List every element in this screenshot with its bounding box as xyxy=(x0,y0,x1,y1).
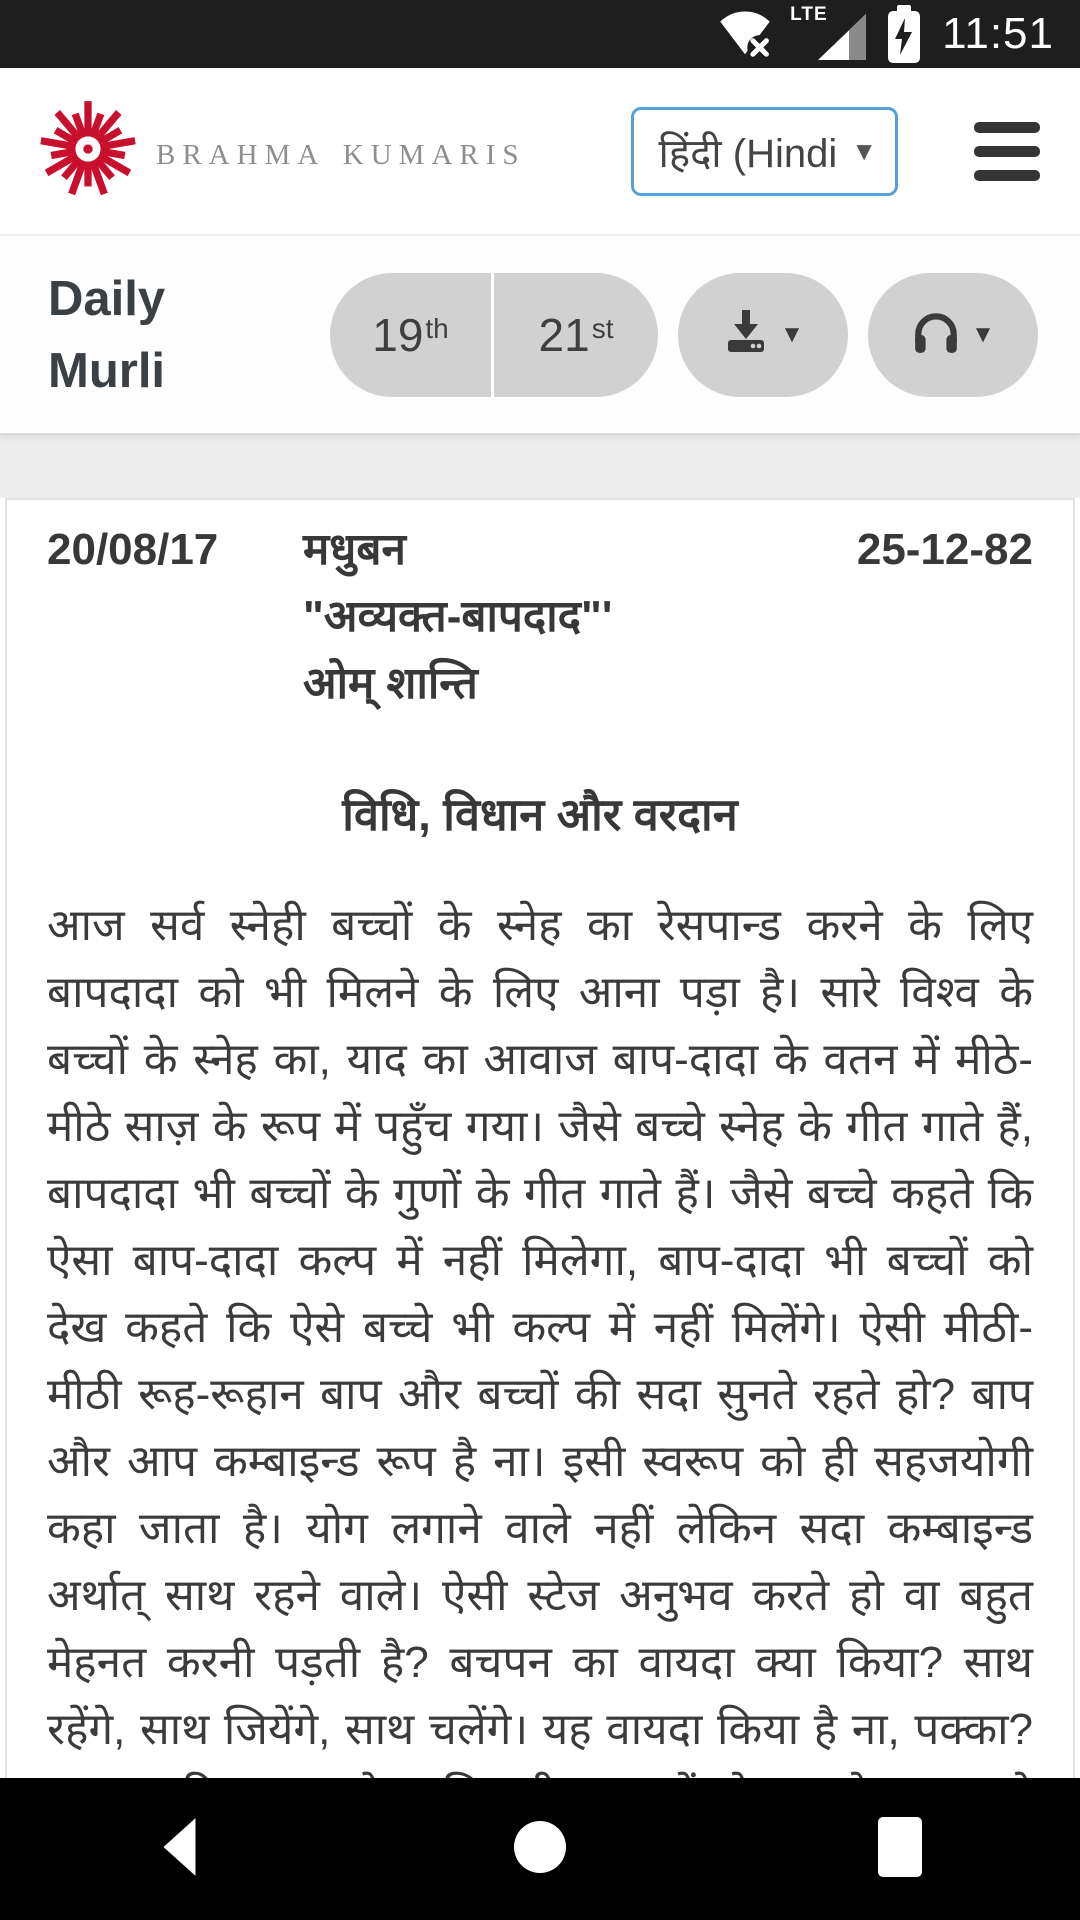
revision-date: 20/08/17 xyxy=(47,525,219,574)
body-line: और आप कम्बाइन्ड रूप है ना। इसी स्वरूप को ही सहजयोगी xyxy=(47,1437,1033,1486)
chevron-down-icon: ▼ xyxy=(780,320,804,348)
section-divider xyxy=(0,434,1080,498)
body-line: मीठे साज़ के रूप में पहुँच गया। जैसे बच्चे स्नेह के गीत गाते हैं, xyxy=(47,1102,1033,1151)
recents-square-icon xyxy=(877,1816,923,1883)
murli-speaker: "अव्यक्त-बापदाद"' xyxy=(303,592,613,641)
headphones-icon xyxy=(911,307,961,362)
wifi-off-icon xyxy=(718,9,772,59)
body-line: ऐसा बाप-दादा कल्प में नहीं मिलेगा, बाप-दादा भी बच्चों को xyxy=(47,1236,1033,1285)
murli-title: विधि, विधान और वरदान xyxy=(342,789,738,840)
body-line: देख कहते कि ऐसे बच्चे भी कल्प में नहीं मिलेंगे। ऐसी मीठी- xyxy=(47,1303,1033,1352)
daily-murli-toolbar xyxy=(0,236,1080,434)
home-circle-icon xyxy=(512,1819,568,1880)
body-line: रहेंगे, साथ जियेंगे, साथ चलेंगे। यह वायदा किया है ना, पक्का? xyxy=(47,1705,1033,1754)
murli-header xyxy=(47,516,1033,717)
body-line: बच्चों के स्नेह का, याद का आवाज बाप-दादा के वतन में मीठे- xyxy=(47,1035,1033,1084)
body-line: मेहनत करनी पड़ती है? बचपन का वायदा क्या किया? साथ xyxy=(47,1638,1033,1687)
brand-link[interactable] xyxy=(36,93,526,210)
home-button[interactable] xyxy=(360,1819,720,1880)
murli-place: मधुबन xyxy=(303,525,406,574)
date-button-group xyxy=(330,273,658,397)
page-title: Daily Murli xyxy=(48,271,166,398)
status-time: 11:51 xyxy=(942,9,1054,58)
brahma-kumaris-logo-icon xyxy=(36,93,140,210)
body-line: कहा जाता है। योग लगाने वाले नहीं लेकिन सदा कम्बाइन्ड xyxy=(47,1504,1033,1553)
language-select[interactable] xyxy=(631,107,898,196)
date-button-21st[interactable]: 21 $^{st}$ xyxy=(494,273,658,397)
download-button[interactable] xyxy=(678,273,848,397)
audio-button[interactable] xyxy=(868,273,1038,397)
murli-content-card xyxy=(5,498,1075,1918)
date-button-19th[interactable]: 19 $^{th}$ xyxy=(330,273,494,397)
murli-body xyxy=(47,892,1033,1830)
original-date: 25-12-82 xyxy=(856,525,1033,574)
recents-button[interactable] xyxy=(720,1816,1080,1883)
back-button[interactable] xyxy=(0,1816,360,1883)
chevron-down-icon: ▼ xyxy=(971,320,995,348)
battery-charging-icon xyxy=(884,5,924,63)
menu-icon[interactable] xyxy=(974,116,1040,187)
app-header xyxy=(0,68,1080,236)
status-bar xyxy=(0,0,1080,68)
chevron-down-icon: ▼ xyxy=(851,135,877,166)
murli-invocation: ओम् शान्ति xyxy=(303,659,478,708)
body-line: बापदादा भी बच्चों के गुणों के गीत गाते हैं। जैसे बच्चे कहते कि xyxy=(47,1169,1033,1218)
body-line: अर्थात् साथ रहने वाले। ऐसी स्टेज अनुभव करते हो वा बहुत xyxy=(47,1571,1033,1620)
body-line: मीठी रूह-रूहान बाप और बच्चों की सदा सुनते रहते हो? बाप xyxy=(47,1370,1033,1419)
download-icon xyxy=(722,308,770,361)
back-triangle-icon xyxy=(159,1816,201,1883)
body-line: बापदादा को भी मिलने के लिए आना पड़ा है। सारे विश्व के xyxy=(47,968,1033,1017)
lte-signal-icon: LTE xyxy=(790,6,866,62)
android-nav-bar xyxy=(0,1778,1080,1920)
brand-name: brahma kumaris xyxy=(156,128,526,174)
language-select-value: हिंदी (Hindi xyxy=(658,131,838,176)
body-line: आज सर्व स्नेही बच्चों के स्नेह का रेसपान्ड करने के लिए xyxy=(47,901,1033,950)
